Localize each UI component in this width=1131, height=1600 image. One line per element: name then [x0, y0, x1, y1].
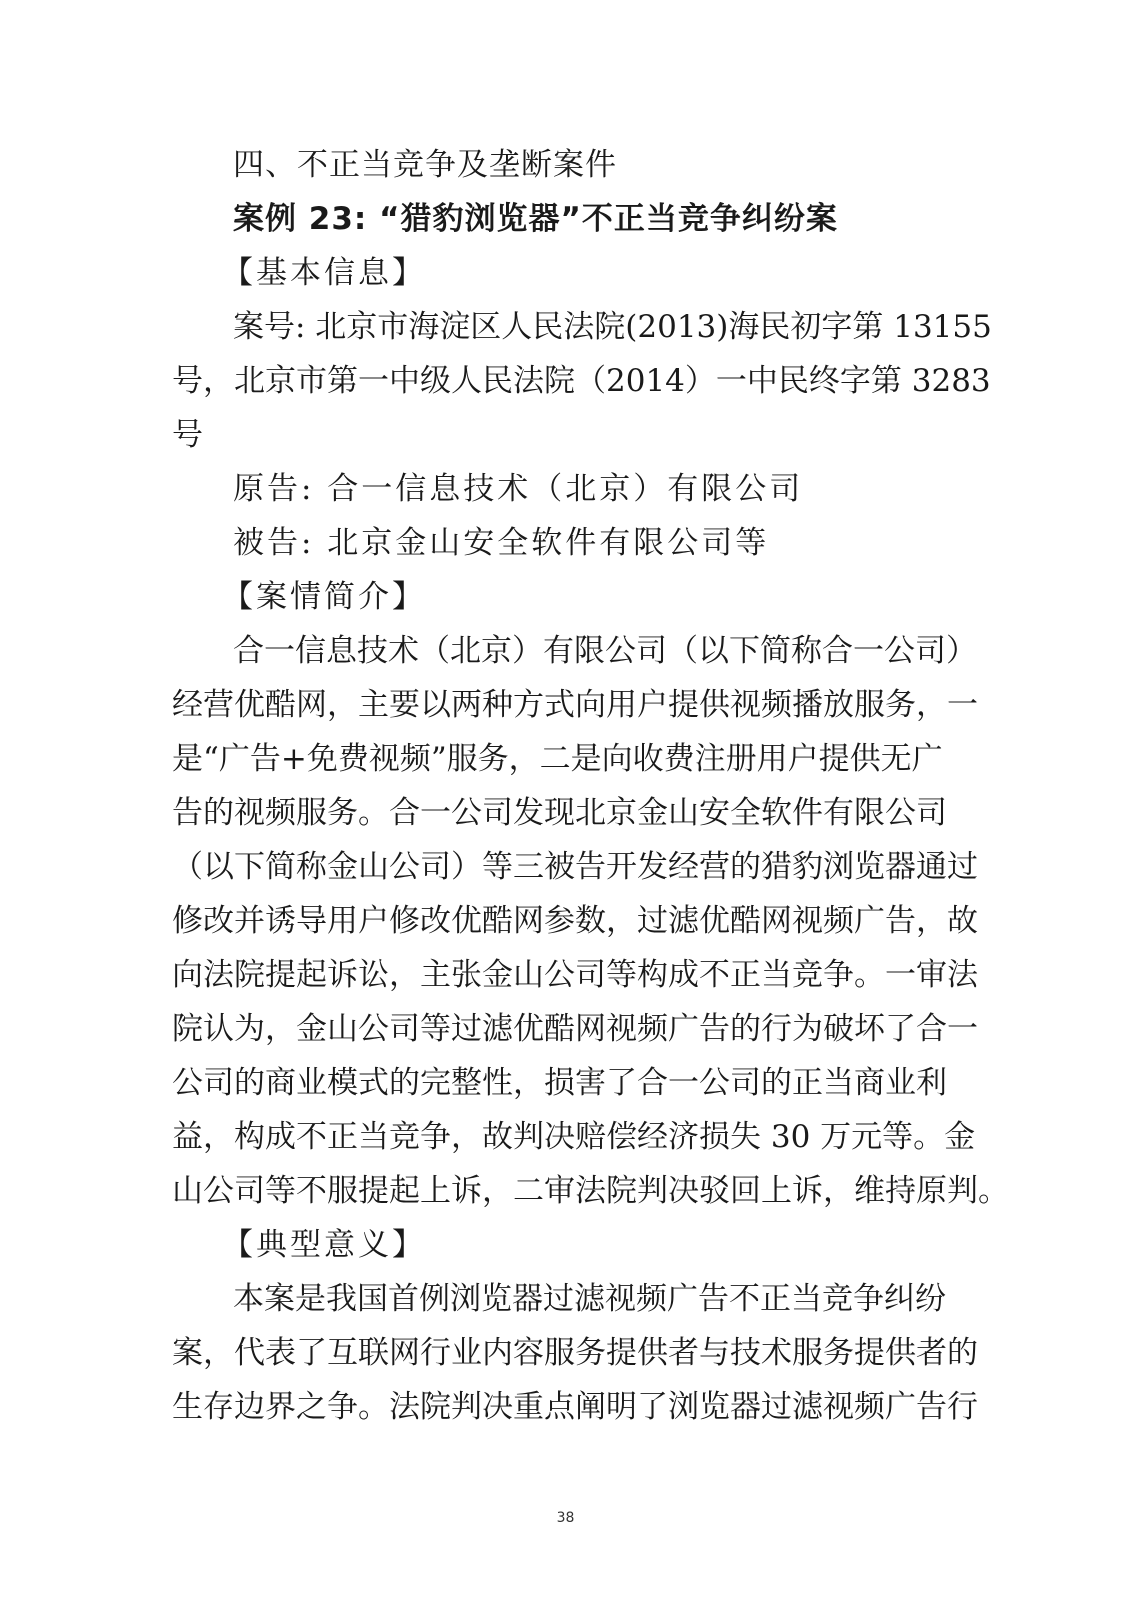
significance-line: 生存边界之争。法院判决重点阐明了浏览器过滤视频广告行 — [172, 1389, 978, 1425]
significance-label: 【典型意义】 — [222, 1227, 426, 1263]
case-number-line-3: 号 — [172, 417, 206, 453]
summary-line: 公司的商业模式的完整性，损害了合一公司的正当商业利 — [172, 1065, 947, 1101]
case-summary-label: 【案情简介】 — [222, 579, 426, 615]
summary-line: 院认为，金山公司等过滤优酷网视频广告的行为破坏了合一 — [172, 1011, 978, 1047]
case-number-line-1: 案号: 北京市海淀区人民法院(2013)海民初字第 13155 — [233, 309, 992, 345]
summary-line: 益，构成不正当竞争，故判决赔偿经济损失 30 万元等。金 — [172, 1119, 976, 1155]
summary-line: 经营优酷网，主要以两种方式向用户提供视频播放服务，一 — [172, 687, 978, 723]
summary-line: 向法院提起诉讼，主张金山公司等构成不正当竞争。一审法 — [172, 957, 978, 993]
significance-line: 案，代表了互联网行业内容服务提供者与技术服务提供者的 — [172, 1335, 978, 1371]
plaintiff: 原告: 合一信息技术（北京）有限公司 — [233, 471, 804, 507]
case-number-line-2: 号，北京市第一中级人民法院（2014）一中民终字第 3283 — [172, 363, 991, 399]
page-number: 38 — [556, 1510, 575, 1526]
summary-line: 是“广告+免费视频”服务，二是向收费注册用户提供无广 — [172, 741, 943, 777]
significance-line: 本案是我国首例浏览器过滤视频广告不正当竞争纠纷 — [233, 1281, 946, 1317]
summary-line: （以下简称金山公司）等三被告开发经营的猎豹浏览器通过 — [172, 849, 978, 885]
summary-line: 山公司等不服提起上诉，二审法院判决驳回上诉，维持原判。 — [172, 1173, 1009, 1209]
summary-line: 合一信息技术（北京）有限公司（以下简称合一公司） — [233, 633, 977, 669]
section-heading: 四、不正当竞争及垄断案件 — [233, 147, 617, 183]
summary-line: 告的视频服务。合一公司发现北京金山安全软件有限公司 — [172, 795, 947, 831]
basic-info-label: 【基本信息】 — [222, 255, 426, 291]
summary-line: 修改并诱导用户修改优酷网参数，过滤优酷网视频广告，故 — [172, 903, 978, 939]
case-title: 案例 23: “猎豹浏览器”不正当竞争纠纷案 — [233, 201, 838, 237]
defendant: 被告: 北京金山安全软件有限公司等 — [233, 525, 770, 561]
